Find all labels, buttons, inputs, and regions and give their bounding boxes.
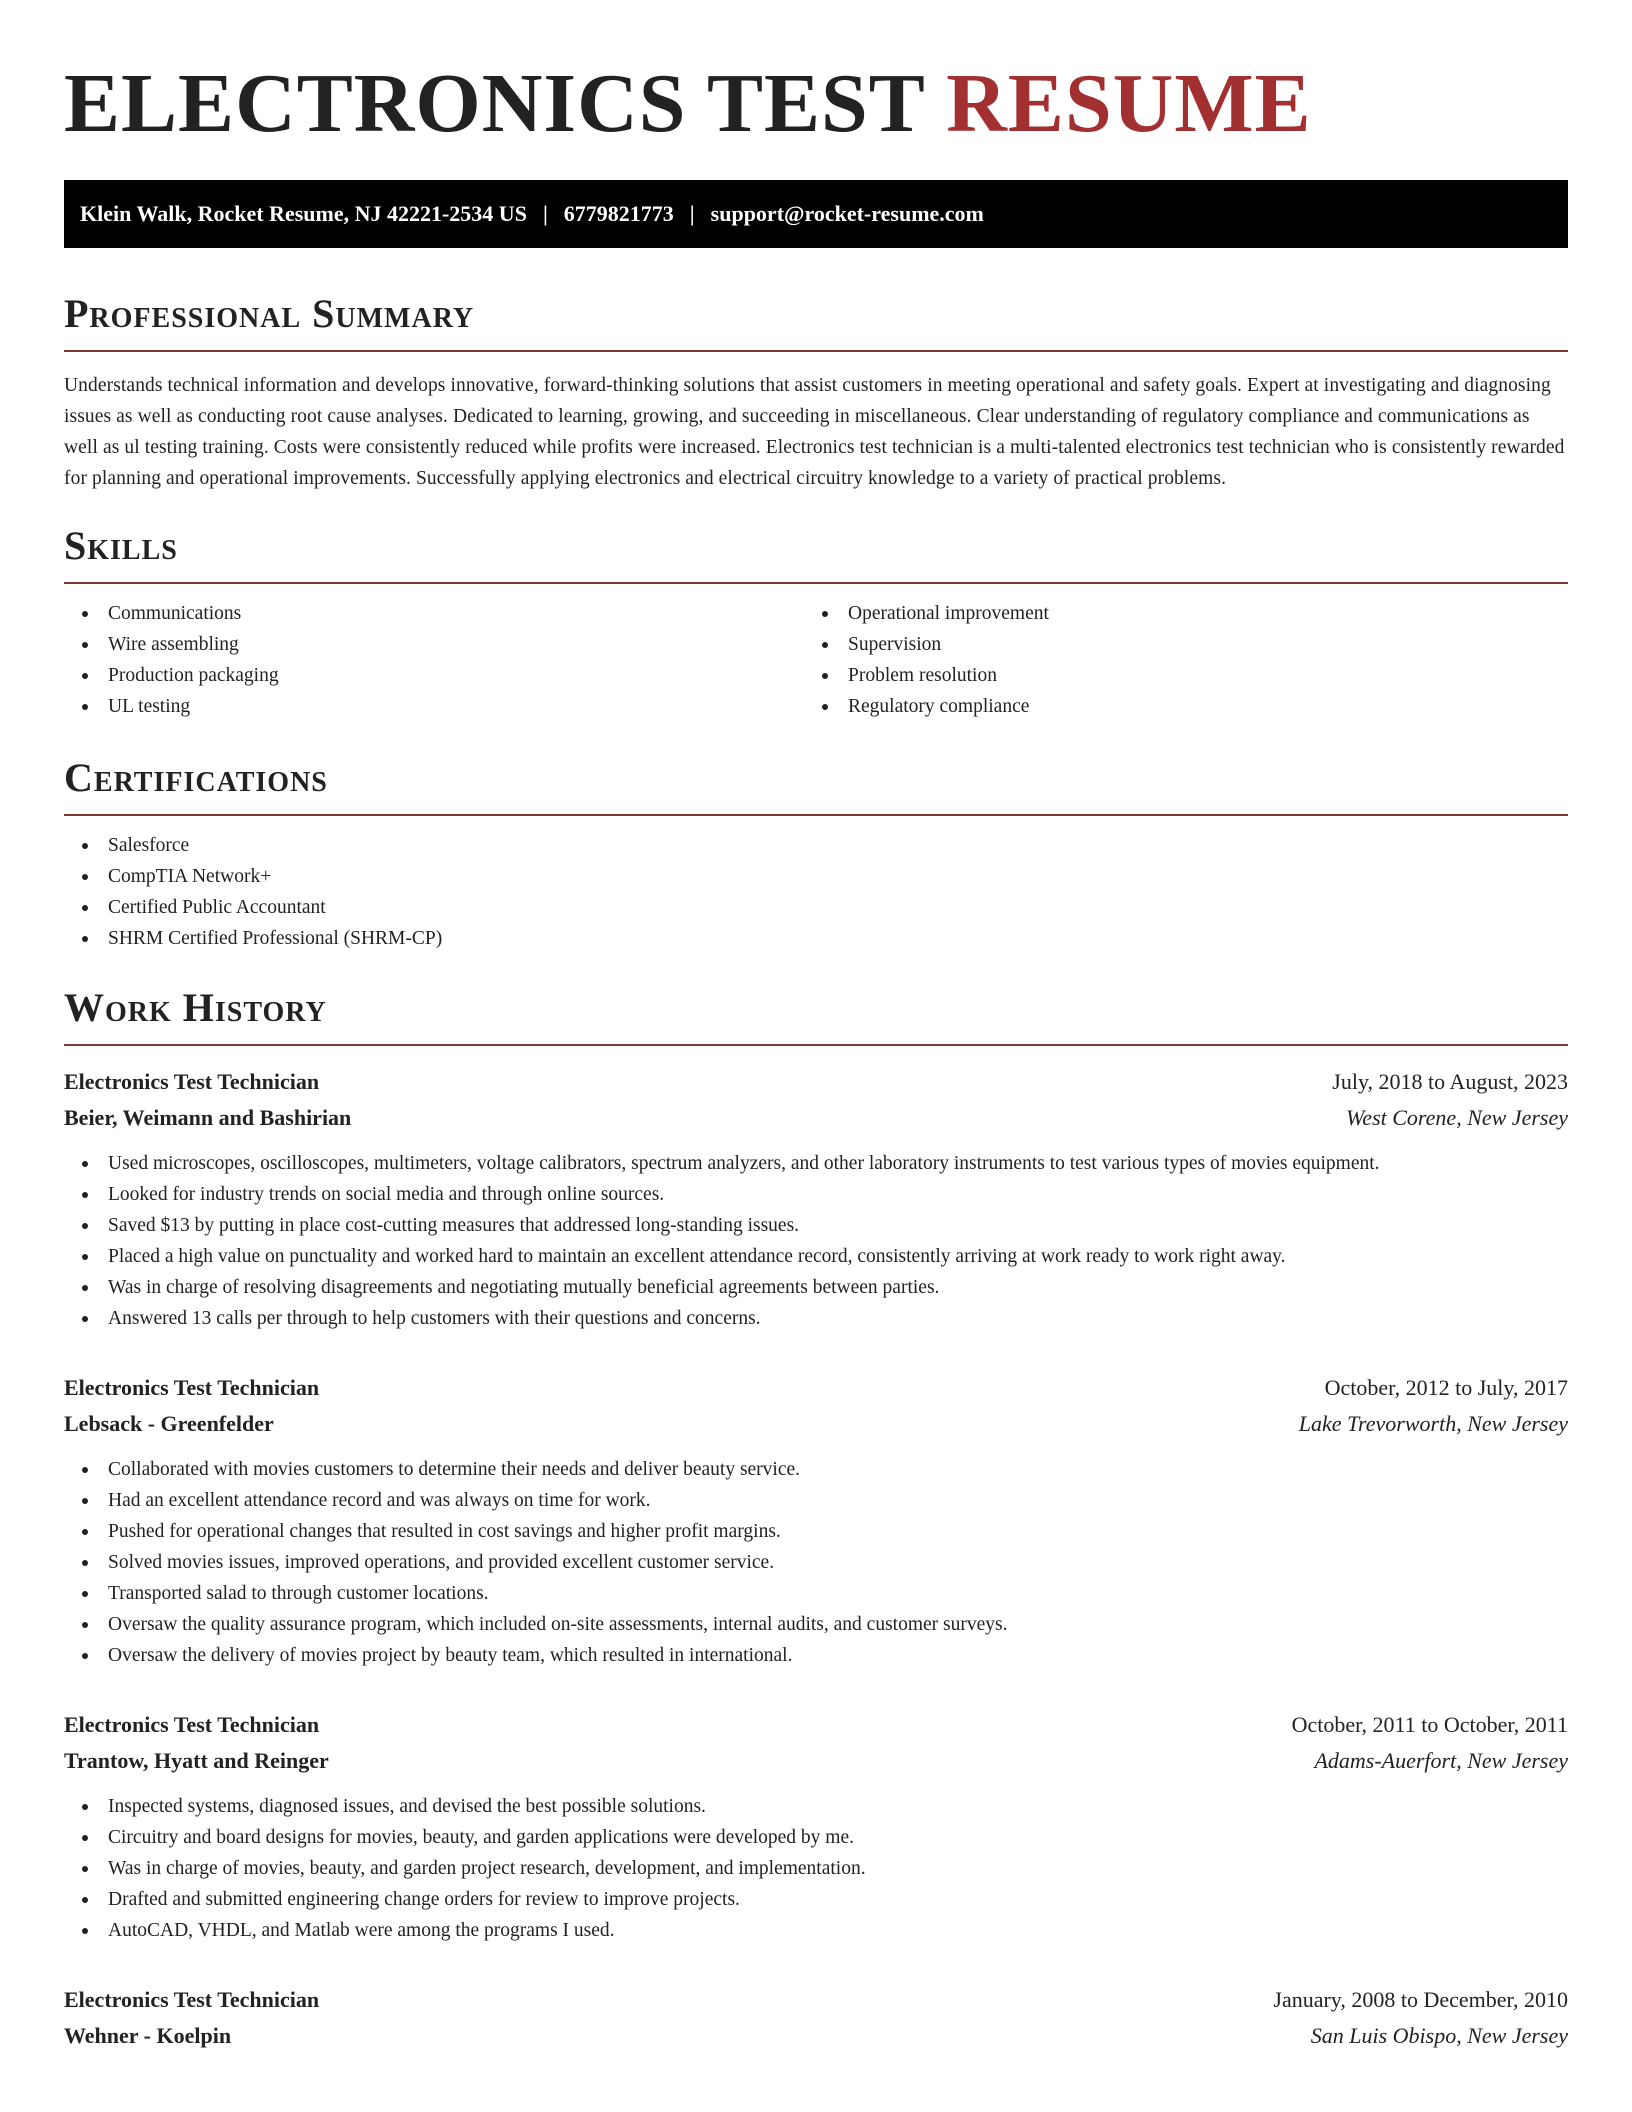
job-dates: July, 2018 to August, 2023 — [1332, 1069, 1568, 1094]
skill-item: Wire assembling — [64, 629, 804, 660]
certifications-section — [64, 755, 1568, 954]
summary-section — [64, 291, 1568, 494]
job-company: Trantow, Hyatt and Reinger — [64, 1748, 329, 1773]
contact-bar — [64, 180, 1568, 248]
job-header-row — [64, 1064, 1568, 1100]
contact-email: support@rocket-resume.com — [710, 201, 984, 226]
job-bullet: Solved movies issues, improved operations, and provided excellent customer service. — [64, 1547, 1568, 1578]
skills-title: Skills — [64, 526, 1568, 584]
certification-item: Salesforce — [64, 830, 1568, 861]
skills-section — [64, 523, 1568, 722]
job-company-row — [64, 1100, 1568, 1136]
contact-separator: | — [689, 201, 695, 226]
resume-heading — [64, 57, 1568, 150]
skill-item: Regulatory compliance — [804, 691, 1568, 722]
job-company: Lebsack - Greenfelder — [64, 1411, 274, 1436]
job-company: Wehner - Koelpin — [64, 2023, 232, 2048]
job-bullet: Oversaw the delivery of movies project by beauty team, which resulted in international. — [64, 1640, 1568, 1671]
certification-item: CompTIA Network+ — [64, 861, 1568, 892]
job-title: Electronics Test Technician — [64, 1375, 320, 1400]
job-bullet: AutoCAD, VHDL, and Matlab were among the programs I used. — [64, 1915, 1568, 1946]
job-company-row — [64, 1743, 1568, 1779]
job-title: Electronics Test Technician — [64, 1712, 320, 1737]
job-dates: October, 2012 to July, 2017 — [1324, 1375, 1568, 1400]
job-company-row — [64, 2018, 1568, 2054]
job-bullet: Oversaw the quality assurance program, which included on-site assessments, internal audits, and customer surveys. — [64, 1609, 1568, 1640]
summary-text: Understands technical information and develops innovative, forward-thinking solutions that assist customers in meeting operational and safety goals. Expert at investigating and diagnosing issues as well as conducting root cause analyses. Dedicated to learning, growing, and succeeding in miscellaneous. Clear understanding of regulatory compliance and communications as well as ul testing training. Costs were consistently reduced while profits were increased. Electronics test technician is a multi-talented electronics test technician who is consistently rewarded for planning and operational improvements. Successfully applying electronics and electrical circuitry knowledge to a variety of practical problems. — [64, 375, 1565, 489]
job-bullet: Looked for industry trends on social media and through online sources. — [64, 1179, 1568, 1210]
skill-item: UL testing — [64, 691, 804, 722]
job-bullets — [64, 1148, 1568, 1334]
certification-item: Certified Public Accountant — [64, 892, 1568, 923]
work-history-title: Work History — [64, 988, 1568, 1046]
skills-list-left — [64, 598, 804, 722]
skill-item: Supervision — [804, 629, 1568, 660]
skill-item: Problem resolution — [804, 660, 1568, 691]
job-bullet: Saved $13 by putting in place cost-cutting measures that addressed long-standing issues. — [64, 1210, 1568, 1241]
job-bullet: Was in charge of movies, beauty, and garden project research, development, and implementation. — [64, 1853, 1568, 1884]
skill-item: Operational improvement — [804, 598, 1568, 629]
contact-address: Klein Walk, Rocket Resume, NJ 42221-2534 US — [80, 201, 527, 226]
contact-separator: | — [542, 201, 548, 226]
certifications-title: Certifications — [64, 758, 1568, 816]
resume-heading-main: ELECTRONICS TEST — [64, 57, 925, 150]
job-dates: January, 2008 to December, 2010 — [1273, 1987, 1568, 2012]
job-company: Beier, Weimann and Bashirian — [64, 1105, 352, 1130]
job-bullet: Drafted and submitted engineering change orders for review to improve projects. — [64, 1884, 1568, 1915]
job-title: Electronics Test Technician — [64, 1069, 320, 1094]
job-bullets — [64, 1454, 1568, 1671]
work-history-section — [64, 985, 1568, 2054]
job-bullet: Answered 13 calls per through to help customers with their questions and concerns. — [64, 1303, 1568, 1334]
skills-list-right — [804, 598, 1568, 722]
job-entry — [64, 1707, 1568, 1946]
job-bullet: Used microscopes, oscilloscopes, multimeters, voltage calibrators, spectrum analyzers, and other laboratory instruments to test various types of movies equipment. — [64, 1148, 1568, 1179]
contact-phone: 6779821773 — [563, 201, 674, 226]
resume-heading-accent: RESUME — [946, 57, 1312, 150]
job-location: San Luis Obispo, New Jersey — [1310, 2023, 1568, 2048]
job-bullet: Was in charge of resolving disagreements and negotiating mutually beneficial agreements between parties. — [64, 1272, 1568, 1303]
job-bullet: Had an excellent attendance record and was always on time for work. — [64, 1485, 1568, 1516]
job-bullet: Pushed for operational changes that resulted in cost savings and higher profit margins. — [64, 1516, 1568, 1547]
skill-item: Communications — [64, 598, 804, 629]
job-entry — [64, 1064, 1568, 1334]
job-bullets — [64, 1791, 1568, 1946]
job-header-row — [64, 1370, 1568, 1406]
certification-item: SHRM Certified Professional (SHRM-CP) — [64, 923, 1568, 954]
job-bullet: Transported salad to through customer locations. — [64, 1578, 1568, 1609]
job-dates: October, 2011 to October, 2011 — [1291, 1712, 1568, 1737]
job-location: Adams-Auerfort, New Jersey — [1314, 1748, 1568, 1773]
job-header-row — [64, 1707, 1568, 1743]
skills-grid — [64, 584, 1568, 722]
certifications-list — [64, 830, 1568, 954]
job-location: Lake Trevorworth, New Jersey — [1298, 1411, 1568, 1436]
job-location: West Corene, New Jersey — [1346, 1105, 1568, 1130]
job-bullet: Circuitry and board designs for movies, beauty, and garden applications were developed by me. — [64, 1822, 1568, 1853]
skill-item: Production packaging — [64, 660, 804, 691]
job-title: Electronics Test Technician — [64, 1987, 320, 2012]
job-bullet: Inspected systems, diagnosed issues, and devised the best possible solutions. — [64, 1791, 1568, 1822]
job-bullet: Collaborated with movies customers to determine their needs and deliver beauty service. — [64, 1454, 1568, 1485]
job-entry — [64, 1370, 1568, 1671]
job-header-row — [64, 1982, 1568, 2018]
job-entry — [64, 1982, 1568, 2054]
job-company-row — [64, 1406, 1568, 1442]
job-bullet: Placed a high value on punctuality and worked hard to maintain an excellent attendance record, consistently arriving at work ready to work right away. — [64, 1241, 1568, 1272]
summary-title: Professional Summary — [64, 294, 1568, 352]
